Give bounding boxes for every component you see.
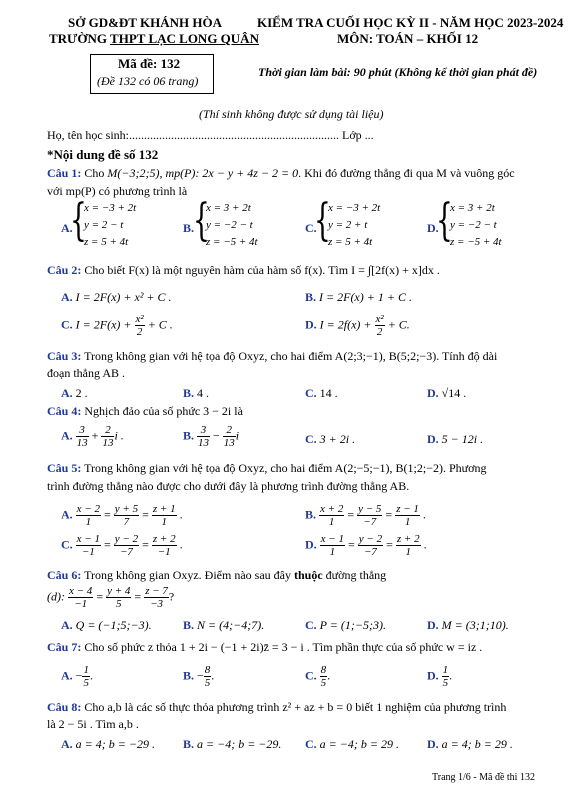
question-3-line-2: đoạn thẳng AB . [47,366,125,380]
question-1: Câu 1: Cho M(−3;2;5), mp(P): 2x − y + 4z − 2 = 0. Khi đó đường thẳng đi qua M và vuông góc [47,166,515,180]
question-7: Câu 7: Cho số phức z thỏa 1 + 2i − (−1 + 2i)z̄ = 3 − i . Tìm phần thực của số phức w = iz . [47,640,483,654]
student-line: Họ, tên học sinh:...................................................................... Lớp ... [47,128,374,142]
q1-option-b-brace: { [193,195,210,246]
q6-option-a: A. Q = (−1;5;−3). [61,618,152,632]
q5-option-c: C. $\frac{x - 1}{-1}$ = $\frac{y - 2}{-7}$ = $\frac{z + 2}{-1}$ . [61,533,183,558]
q6-option-c: C. P = (1;−5;3). [305,618,386,632]
q1-option-d: x = 3 + 2t y = −2 − t z = −5 + 4t [450,202,502,248]
q5-option-a: A. $\frac{x - 2}{1}$ = $\frac{y + 5}{7}$ = $\frac{z + 1}{1}$ . [61,503,183,528]
exam-title: KIỂM TRA CUỐI HỌC KỲ II - NĂM HỌC 2023-2024 [257,15,564,30]
q2-option-b: B. I = 2F(x) + 1 + C . [305,290,412,304]
question-5: Câu 5: Trong không gian với hệ tọa độ Oxyz, cho hai điểm A(2;−5;−1), B(1;2;−2). Phương [47,461,487,475]
q3-option-d: D. √14 . [427,386,467,400]
page-footer: Trang 1/6 - Mã đề thi 132 [432,772,535,783]
q1-option-c-brace: { [314,195,331,246]
q3-option-c: C. 14 . [305,386,338,400]
q4-option-d: D. 5 − 12i . [427,432,484,446]
content-title: *Nội dung đề số 132 [47,147,159,162]
q2-option-a: A. I = 2F(x) + x² + C . [61,290,172,304]
question-5-line-2: trình đường thẳng nào được cho dưới đây là phương trình đường thẳng AB. [47,479,410,493]
exam-code: Mã đề: 132 [118,56,181,71]
question-4: Câu 4: Nghịch đảo của số phức 3 − 2i là [47,404,243,418]
q6-option-d: D. M = (3;1;10). [427,618,509,632]
question-3: Câu 3: Trong không gian với hệ tọa độ Oxyz, cho hai điểm A(2;3;−1), B(5;2;−3). Tính độ dài [47,349,498,363]
q1-option-b: x = 3 + 2t y = −2 − t z = −5 + 4t [206,202,258,248]
exam-time: Thời gian làm bài: 90 phút (Không kể thời gian phát đề) [258,65,538,79]
question-8-line-2: là 2 − 5i . Tìm a,b . [47,717,139,731]
q3-option-b: B. 4 . [183,386,210,400]
q1-option-d-brace: { [436,195,453,246]
q8-option-a: A. a = 4; b = −29 . [61,737,155,751]
q3-option-a: A. 2 . [61,386,88,400]
q7-option-d: D. $\frac{1}{5}$ . [427,664,453,689]
q8-option-c: C. a = −4; b = 29 . [305,737,399,751]
q4-option-b: B. $\frac{3}{13}$ − $\frac{2}{13}$ i [183,424,240,449]
question-8: Câu 8: Cho a,b là các số thực thỏa phương trình z² + az + b = 0 biết 1 nghiệm của phương trình [47,700,507,714]
q7-option-b: B. − $\frac{8}{5}$ . [183,664,215,689]
question-2: Câu 2: Cho biết F(x) là một nguyên hàm của hàm số f(x). Tìm I = ∫[2f(x) + x]dx . [47,263,440,277]
q7-option-a: A. − $\frac{1}{5}$ . [61,664,93,689]
exam-pages: (Đề 132 có 06 trang) [97,74,199,88]
q1-option-c-label: C. [305,221,317,235]
q1-option-a: x = −3 + 2t y = 2 − t z = 5 + 4t [84,202,137,248]
q4-option-a: A. $\frac{3}{13}$ + $\frac{2}{13}$ i . [61,424,124,449]
question-1-line-2: với mp(P) có phương trình là [47,184,188,198]
exam-note: (Thí sinh không được sử dụng tài liệu) [199,107,384,121]
q6-line-equation: (d): $\frac{x - 4}{-1}$ = $\frac{y + 4}{5}$ = $\frac{z - 7}{-3}$ ? [47,585,175,610]
question-6: Câu 6: Trong không gian Oxyz. Điểm nào sau đây thuộc đường thẳng [47,568,387,582]
q1-option-d-label: D. [427,221,439,235]
school-name: TRƯỜNG THPT LẠC LONG QUÂN [49,31,259,46]
q4-option-c: C. 3 + 2i . [305,432,356,446]
q2-option-c: C. I = 2F(x) + $\frac{\text{x²}}{2}$ + C . [61,313,173,338]
department-name: SỞ GD&ĐT KHÁNH HÒA [68,15,222,30]
subject-title: MÔN: TOÁN – KHỐI 12 [337,31,479,46]
q2-option-d: D. I = 2f(x) + $\frac{\text{x²}}{2}$ + C. [305,313,410,338]
q8-option-b: B. a = −4; b = −29. [183,737,282,751]
q1-option-b-label: B. [183,221,195,235]
q1-option-c: x = −3 + 2t y = 2 + t z = 5 + 4t [328,202,381,248]
q5-option-b: B. $\frac{x + 2}{1}$ = $\frac{y - 5}{-7}$ = $\frac{z - 1}{1}$ . [305,503,426,528]
q8-option-d: D. a = 4; b = 29 . [427,737,513,751]
q5-option-d: D. $\frac{x - 1}{1}$ = $\frac{y - 2}{-7}$ = $\frac{z + 2}{1}$ . [305,533,427,558]
q6-option-b: B. N = (4;−4;7). [183,618,265,632]
q1-option-a-brace: { [70,195,87,246]
q7-option-c: C. $\frac{8}{5}$ . [305,664,331,689]
q1-option-a-label: A. [61,221,73,235]
